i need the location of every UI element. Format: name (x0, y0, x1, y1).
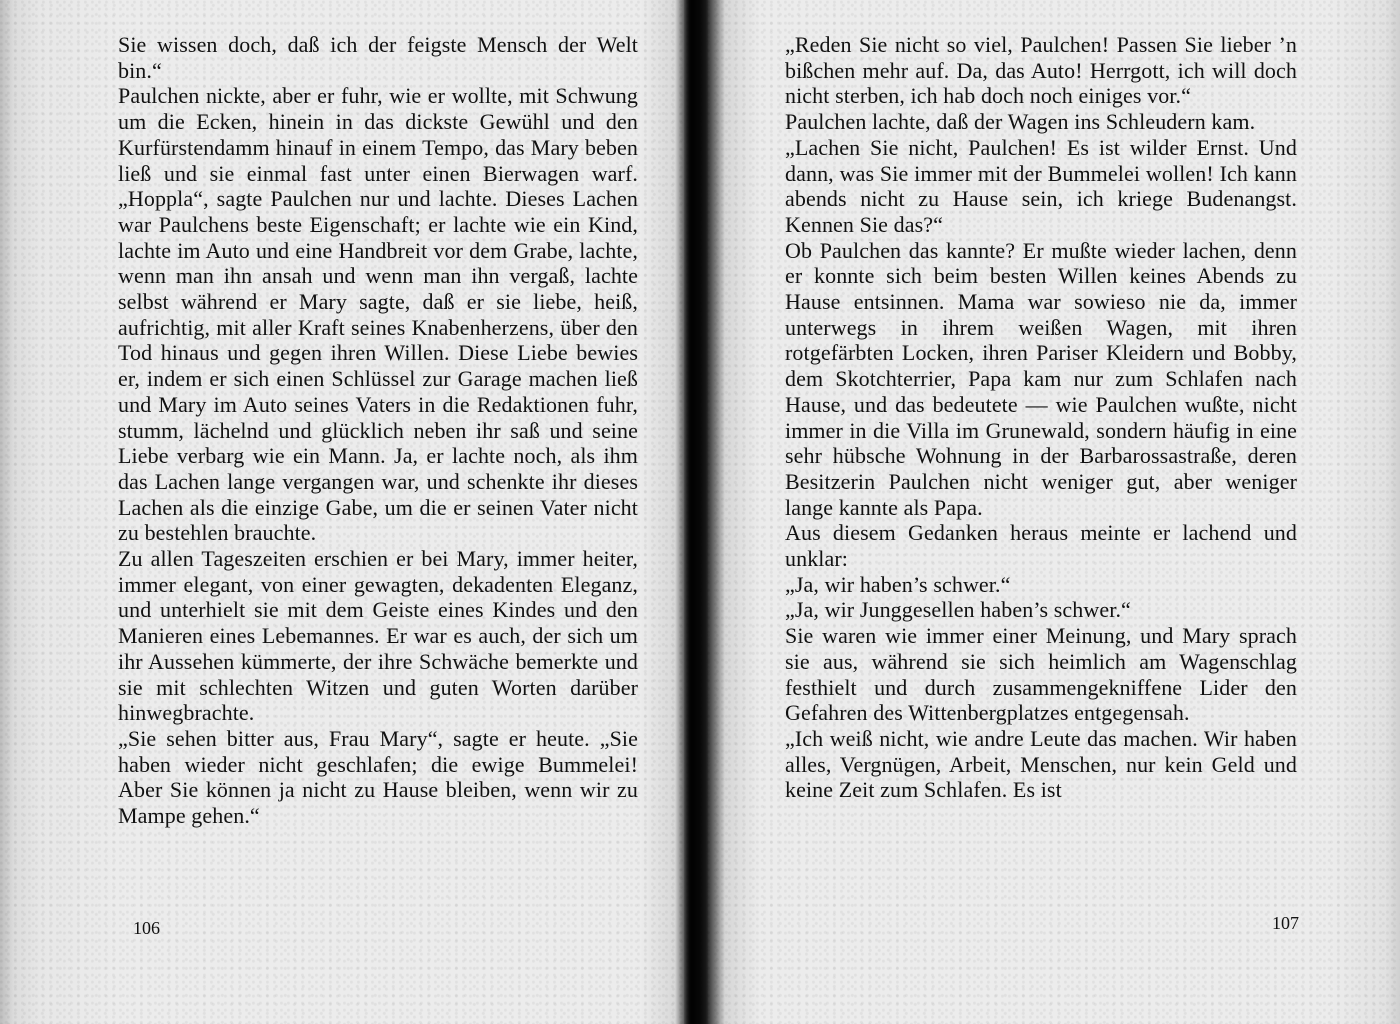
right-page-paragraph-1: „Reden Sie nicht so viel, Paulchen! Passen Sie lieber ’n bißchen mehr auf. Da, das Auto! Herrgott, ich will doch nicht sterben, ich hab doch noch einiges vor.“ (785, 32, 1297, 109)
right-page-number: 107 (1272, 913, 1299, 933)
left-page-paragraph-3: Zu allen Tageszeiten erschien er bei Mary, immer heiter, immer elegant, von einer gewagten, dekadenten Eleganz, und unterhielt sie mit dem Geiste eines Kindes und den Manieren eines Lebemannes. Er war es auch, der sich um ihr Aussehen kümmerte, der ihre Schwäche bemerkte und sie mit schlechten Witzen und guten Worten darüber hinwegbrachte. (118, 546, 638, 726)
left-page-number: 106 (133, 918, 160, 938)
left-page-paragraph-4: „Sie sehen bitter aus, Frau Mary“, sagte er heute. „Sie haben wieder nicht geschlafen; die ewige Bummelei! Aber Sie können ja nicht zu Hause bleiben, wenn wir zu Mampe gehen.“ (118, 725, 638, 829)
right-page-paragraph-8: Sie waren wie immer einer Meinung, und Mary sprach sie aus, während sie sich heimlich am Wagenschlag festhielt und durch zusammengekniffene Lider den Gefahren des Wittenbergplatzes entgegensah. (785, 623, 1297, 726)
right-page (785, 32, 1297, 803)
left-page-paragraph-1: Sie wissen doch, daß ich der feigste Mensch der Welt bin.“ (118, 32, 638, 83)
right-page-paragraph-4: Ob Paulchen das kannte? Er mußte wieder lachen, denn er konnte sich beim besten Willen keines Abends zu Hause entsinnen. Mama war sowieso nie da, immer unterwegs in ihrem weißen Wagen, mit ihren rotgefärbten Locken, ihren Pariser Kleidern und Bobby, dem Skotchterrier, Papa kam nur zum Schlafen nach Hause, und das bedeutete — wie Paulchen wußte, nicht immer in die Villa im Grunewald, sondern häufig in eine sehr hübsche Wohnung in der Barbarossastraße, deren Besitzerin Paulchen nicht weniger gut, aber weniger lange kannte als Papa. (785, 237, 1297, 520)
right-page-paragraph-6: „Ja, wir haben’s schwer.“ (785, 571, 1011, 597)
right-page-paragraph-9: „Ich weiß nicht, wie andre Leute das machen. Wir haben alles, Vergnügen, Arbeit, Menschen, nur kein Geld und keine Zeit zum Schlafen. Es ist (785, 725, 1297, 803)
left-page-paragraph-2: Paulchen nickte, aber er fuhr, wie er wollte, mit Schwung um die Ecken, hinein in das dickste Gewühl und den Kurfürstendamm hinauf in einem Tempo, das Mary beben ließ und sie einmal fast unter einen Bierwagen warf. „Hoppla“, sagte Paulchen nur und lachte. Dieses Lachen war Paulchens beste Eigenschaft; er lachte wie ein Kind, lachte im Auto und eine Handbreit vor dem Grabe, lachte, wenn man ihn ansah und wenn man ihn vergaß, lachte selbst während er Mary sagte, daß er sie liebe, heiß, aufrichtig, mit aller Kraft seines Knabenherzens, über den Tod hinaus und gegen ihren Willen. Diese Liebe bewies er, indem er sich einen Schlüssel zur Garage machen ließ und Mary im Auto seines Vaters in die Redaktionen fuhr, stumm, lächelnd und glücklich neben ihr saß und seine Liebe verbarg wie ein Mann. Ja, er lachte noch, als ihm das Lachen lange vergangen war, und schenkte ihr dieses Lachen als die einzige Gabe, um die er seinen Vater nicht zu bestehlen brauchte. (118, 83, 638, 546)
right-page-text (785, 32, 1297, 803)
book-gutter (684, 0, 708, 1024)
right-page-paragraph-7: „Ja, wir Junggesellen haben’s schwer.“ (785, 597, 1131, 623)
left-page (118, 32, 638, 829)
right-page-paragraph-3: „Lachen Sie nicht, Paulchen! Es ist wilder Ernst. Und dann, was Sie immer mit der Bummelei wollen! Ich kann abends nicht zu Hause sein, ich kriege Budenangst. Kennen Sie das?“ (785, 134, 1297, 237)
right-page-paragraph-5: Aus diesem Gedanken heraus meinte er lachend und unklar: (785, 520, 1297, 572)
left-page-text (118, 32, 638, 829)
right-page-paragraph-2: Paulchen lachte, daß der Wagen ins Schleudern kam. (785, 109, 1256, 135)
